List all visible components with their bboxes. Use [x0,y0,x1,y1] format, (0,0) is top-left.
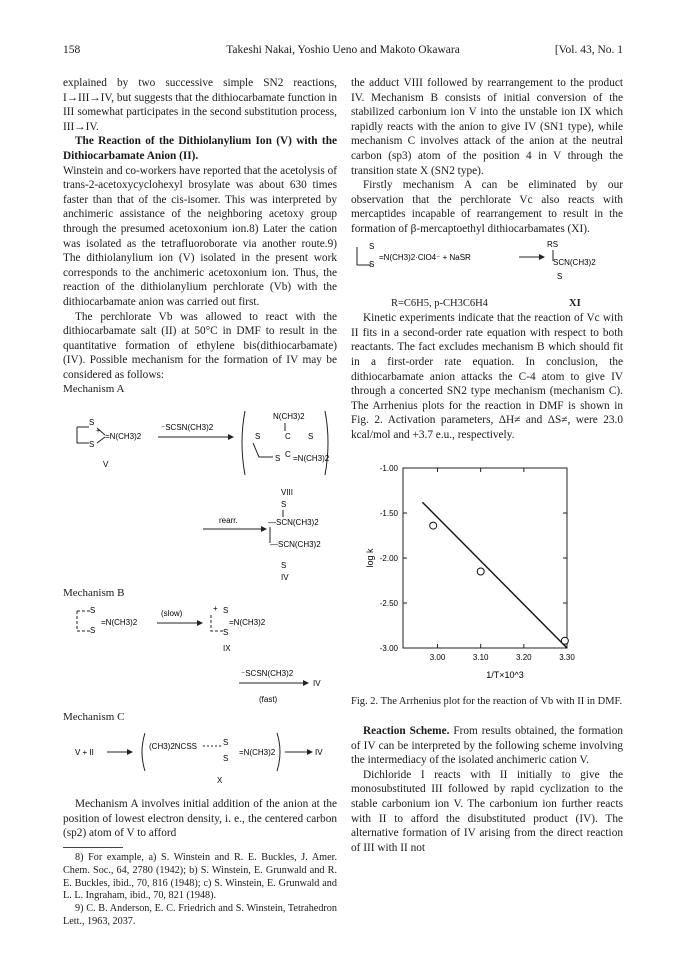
svg-text:(fast): (fast) [259,695,278,705]
svg-text:V + II: V + II [75,747,94,757]
svg-text:S: S [255,432,261,442]
svg-text:(slow): (slow) [161,608,183,618]
y-tick-label: -2.00 [379,554,398,564]
plot-frame [403,468,567,648]
svg-text:RS: RS [547,239,559,249]
svg-text:SCN(CH3)2: SCN(CH3)2 [553,257,596,267]
page-number: 158 [63,44,81,56]
xi-scheme [351,237,623,293]
svg-text:S: S [308,432,314,442]
svg-text:IV: IV [315,747,323,757]
mechanism-c-label: Mechanism C [63,711,125,724]
right-paragraph-3: Kinetic experiments indicate that the reaction of Vc with II fits in a second-order rate equation with respect to both reactants. The fact excludes mechanism B which should fit in a first-order rate equation. In conclusion, the dithiocarbamate anion attacks the C-4 atom to give IV through a concerted SN2 type mechanism (mechanism C). The Arrhenius plots for the reaction in DMF is shown in Fig. 2. Activation parameters, ΔH≠ and ΔS≠, were 23.0 kcal/mol and +3.7 e.u., respectively. [351,312,623,441]
y-tick-label: -1.50 [379,509,398,519]
svg-text:=N(CH3)2: =N(CH3)2 [105,432,142,442]
compound-viii-structure [242,411,330,497]
svg-text:S: S [557,271,563,281]
running-header [63,44,623,60]
svg-text:S: S [89,418,95,428]
svg-text:S: S [89,440,95,450]
mechanism-b-scheme [63,601,337,689]
y-tick-label: -3.00 [379,644,398,654]
svg-text:S: S [369,259,375,269]
figure-2-caption: Fig. 2. The Arrhenius plot for the reaction of Vb with II in DMF. [351,696,623,708]
y-axis-label: log k [365,548,375,568]
right-paragraph-2: Firstly mechanism A can be eliminated by our observation that the perchlorate Vc also reacts with mercaptides incapable of rearrangement to result in the formation of β-mercaptoethyl dithiocarbamates (XI). [351,179,623,235]
svg-text:S: S [223,605,229,615]
right-paragraph-1: the adduct VIII followed by rearrangement to the product IV. Mechanism B consists of initial conversion of the stabilized carbonium ion V into the unstable ion IX which rapidly reacts with the anion to give IV (SN1 type), while mechanism C involves attack of the anion at the neutral carbon (sp3) atom of the position 4 in V through the transition state X (SN2 type). [351,77,623,177]
x-tick-label: 3.30 [559,653,575,663]
svg-text:S: S [281,500,287,510]
svg-text:V: V [103,460,109,470]
mechanism-b-label: Mechanism B [63,587,125,600]
svg-text:X: X [217,775,223,785]
footnote-8: 8) For example, a) S. Winstein and R. E. Buckles, J. Amer. Chem. Soc., 64, 2780 (1942); b) S. Winstein, E. Grunwald and R. E. Buckles, ibid., 70, 816 (1948); c) S. Winstein, E. Grunwald and L. L. Ingraham, ibid., 70, 821 (1948). [63,852,337,902]
mechanism-c-scheme [63,725,337,789]
running-authors: Takeshi Nakai, Yoshio Ueno and Makoto Okawara [226,44,460,56]
svg-text:⁻SCSN(CH3)2: ⁻SCSN(CH3)2 [161,423,214,433]
journal-volume: [Vol. 43, No. 1 [554,44,623,56]
svg-text:N(CH3)2: N(CH3)2 [273,412,305,422]
x-tick-label: 3.10 [472,653,489,663]
svg-text:S: S [275,454,281,464]
svg-text:S: S [223,737,229,747]
svg-text:=N(CH3)2·ClO4⁻ + NaSR: =N(CH3)2·ClO4⁻ + NaSR [379,252,471,262]
right-column [351,76,623,855]
reaction-scheme-text: From results obtained, the formation of IV can be interpreted by the following scheme involving the intermediacy of the isolated anchimeric cation V. [351,725,623,767]
left-paragraph-4: Mechanism A involves initial addition of the anion at the position of lowest electron density, i. e., the centered carbon (sp2) atom of V to afford [63,798,337,840]
data-point [477,568,484,575]
svg-text:+: + [213,603,218,613]
arrow-a1 [158,423,234,440]
mechanism-a-label: Mechanism A [63,383,125,396]
mechanism-a-scheme [63,397,337,557]
svg-text:S: S [281,560,287,570]
x-axis-label: 1/T×10^3 [486,670,524,681]
xi-label: XI [569,298,581,310]
y-tick-label: -1.00 [379,464,398,474]
svg-text:S: S [90,625,96,635]
section-heading: The Reaction of the Dithiolanylium Ion (V) with the Dithiocarbamate Anion (II). [63,135,337,162]
arrow-a2 [203,516,267,532]
svg-text:—SCN(CH3)2: —SCN(CH3)2 [268,518,319,528]
svg-text:S: S [90,605,96,615]
x-tick-label: 3.00 [429,653,446,663]
footnote-9: 9) C. B. Anderson, E. C. Friedrich and S. Winstein, Tetrahedron Lett., 1963, 2037. [63,903,337,927]
mechanism-b-fast [63,693,337,705]
arrhenius-chart [351,460,623,686]
left-column [63,76,337,929]
footnote-rule [63,847,123,848]
left-paragraph-1: explained by two successive simple SN2 reactions, I→III→IV, but suggests that the dithiocarbamate function in III somewhat participates in the second substitution process, III→IV. [63,77,337,133]
svg-text:S: S [223,753,229,763]
svg-text:S: S [223,627,229,637]
data-point [561,638,568,645]
svg-text:VIII: VIII [281,488,294,498]
y-tick-label: -2.50 [379,599,398,609]
compound-v-b [77,606,138,635]
fit-line [422,503,567,649]
svg-text:⁻SCSN(CH3)2: ⁻SCSN(CH3)2 [241,668,294,678]
svg-text:=N(CH3)2: =N(CH3)2 [101,617,138,627]
svg-text:IX: IX [223,643,231,653]
svg-text:(CH3)2NCSS: (CH3)2NCSS [149,741,198,751]
svg-text:=N(CH3)2: =N(CH3)2 [239,747,276,757]
right-paragraph-5: Dichloride I reacts with II initially to give the monosubstituted III followed by rapid cyclization to the stable carbonium ion V. The carbonium ion further reacts with II to afford the disubstituted product (IV). The alternative formation of IV arising from the direct reaction of III with II not [351,768,623,854]
compound-iv-structure [268,500,321,549]
x-tick-label: 3.20 [516,653,532,663]
svg-text:+: + [96,428,101,436]
svg-text:S: S [369,241,375,251]
arrow-b2 [239,669,321,688]
reaction-scheme-heading: Reaction Scheme. [363,725,450,738]
svg-text:—SCN(CH3)2: —SCN(CH3)2 [270,540,321,550]
svg-text:rearr.: rearr. [219,516,238,526]
data-point [430,523,437,530]
mechanism-a-scheme-iv [63,560,337,582]
right-paragraph-4 [351,724,623,768]
svg-text:IV: IV [281,572,289,582]
xi-substituents: R=C6H5, p-CH3C6H4 [391,298,488,310]
left-paragraph-2: Winstein and co-workers have reported that the acetolysis of trans-2-acetoxycyclohexyl brosylate was about 630 times faster than that of the cis-isomer. This was interpreted by anchimeric assistance of the neighboring acetoxy group through the presumed acetoxonium ion.8) Later the cation was isolated as the tetrafluoroborate via another route.9) The dithiolanylium ion (V) isolated in the present work corresponds to the anchimeric acetoxonium ion. Thus, the reaction of the dithiolanylium perchlorate (Vb) with the dithiocarbamate anion was carried out first. [63,164,337,308]
svg-text:=N(CH3)2: =N(CH3)2 [229,617,266,627]
compound-v-structure [77,418,142,469]
arrow-b1 [157,609,203,626]
svg-text:C: C [285,450,291,460]
svg-text:IV: IV [313,678,321,688]
svg-text:C: C [285,432,291,442]
compound-ix [211,604,266,653]
svg-text:=N(CH3)2: =N(CH3)2 [293,454,330,464]
left-paragraph-3: The perchlorate Vb was allowed to react with the dithiocarbamate salt (II) at 50°C in DMF to result in the quantitative formation of ethylene bis(dithiocarbamate) (IV). Possible mechanism for the formation of IV may be considered as follows: [63,310,337,381]
